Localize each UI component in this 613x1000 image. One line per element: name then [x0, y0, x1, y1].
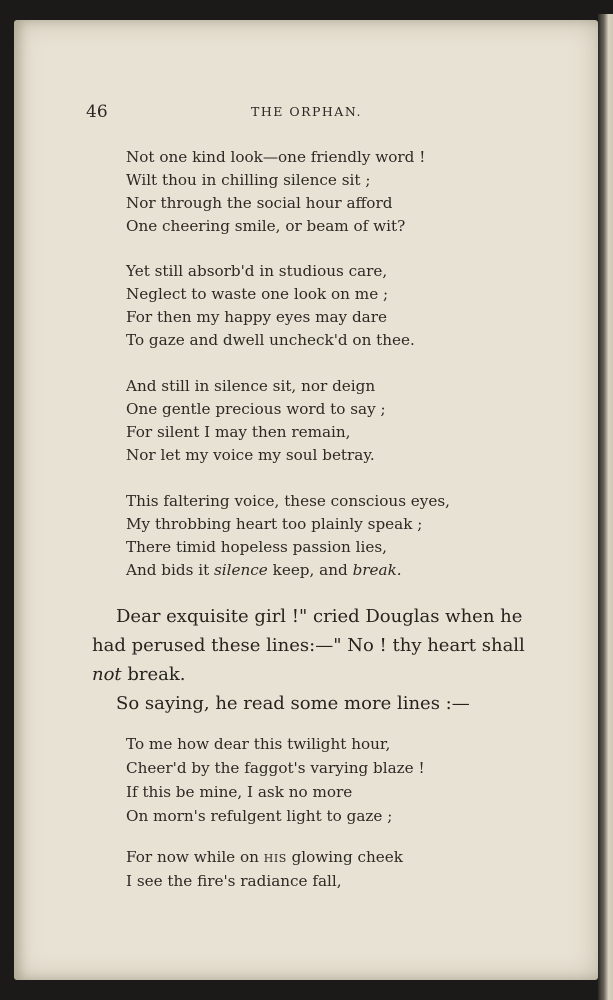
poem-stanza-2	[126, 260, 415, 352]
poem-line: For then my happy eyes may dare	[126, 308, 387, 326]
poem-line	[126, 845, 403, 869]
emphasis-silence: silence	[214, 561, 268, 579]
poem2-stanza-1	[126, 732, 425, 828]
page-number: 46	[86, 102, 108, 122]
page-header	[86, 102, 526, 124]
poem-line: Nor through the social hour afford	[126, 194, 393, 212]
prose-paragraph	[92, 602, 552, 718]
poem2-stanza-2	[126, 845, 403, 893]
poem-stanza-1	[126, 146, 425, 238]
prose-line: had perused these lines:—" No ! thy heart shall	[92, 635, 525, 656]
prose-line: Dear exquisite girl !" cried Douglas when he	[116, 606, 523, 627]
text: glowing cheek	[286, 848, 403, 866]
poem-stanza-3	[126, 375, 386, 467]
poem-line-last	[126, 559, 450, 582]
poem-line: To gaze and dwell uncheck'd on thee.	[126, 331, 415, 349]
poem-line: And still in silence sit, nor deign	[126, 377, 376, 395]
poem-line: I see the fire's radiance fall,	[126, 872, 342, 890]
poem-line: To me how dear this twilight hour,	[126, 735, 391, 753]
text: For now while on	[126, 848, 264, 866]
poem-line: This faltering voice, these conscious eyes,	[126, 492, 450, 510]
poem-line: There timid hopeless passion lies,	[126, 538, 387, 556]
poem-line: One cheering smile, or beam of wit?	[126, 217, 406, 235]
poem-line: On morn's refulgent light to gaze ;	[126, 807, 393, 825]
poem-line: For silent I may then remain,	[126, 423, 351, 441]
prose-line: So saying, he read some more lines :—	[116, 693, 470, 714]
book-gutter	[598, 14, 613, 1000]
text: break.	[121, 664, 186, 685]
poem-line: If this be mine, I ask no more	[126, 783, 353, 801]
emphasis-not: not	[92, 664, 122, 685]
poem-line: Not one kind look—one friendly word !	[126, 148, 426, 166]
poem-stanza-4	[126, 490, 450, 582]
emphasis-break: break.	[352, 561, 402, 579]
poem-line: Nor let my voice my soul betray.	[126, 446, 375, 464]
text: keep, and	[267, 561, 353, 579]
text: And bids it	[126, 561, 215, 579]
running-title: THE ORPHAN.	[251, 104, 362, 119]
prose-line	[92, 660, 552, 689]
emphasis-his: his	[263, 848, 287, 866]
poem-line: Neglect to waste one look on me ;	[126, 285, 389, 303]
poem-line: My throbbing heart too plainly speak ;	[126, 515, 423, 533]
poem-line: Cheer'd by the faggot's varying blaze !	[126, 759, 425, 777]
poem-line: One gentle precious word to say ;	[126, 400, 386, 418]
poem-line: Yet still absorb'd in studious care,	[126, 262, 388, 280]
poem-line: Wilt thou in chilling silence sit ;	[126, 171, 371, 189]
